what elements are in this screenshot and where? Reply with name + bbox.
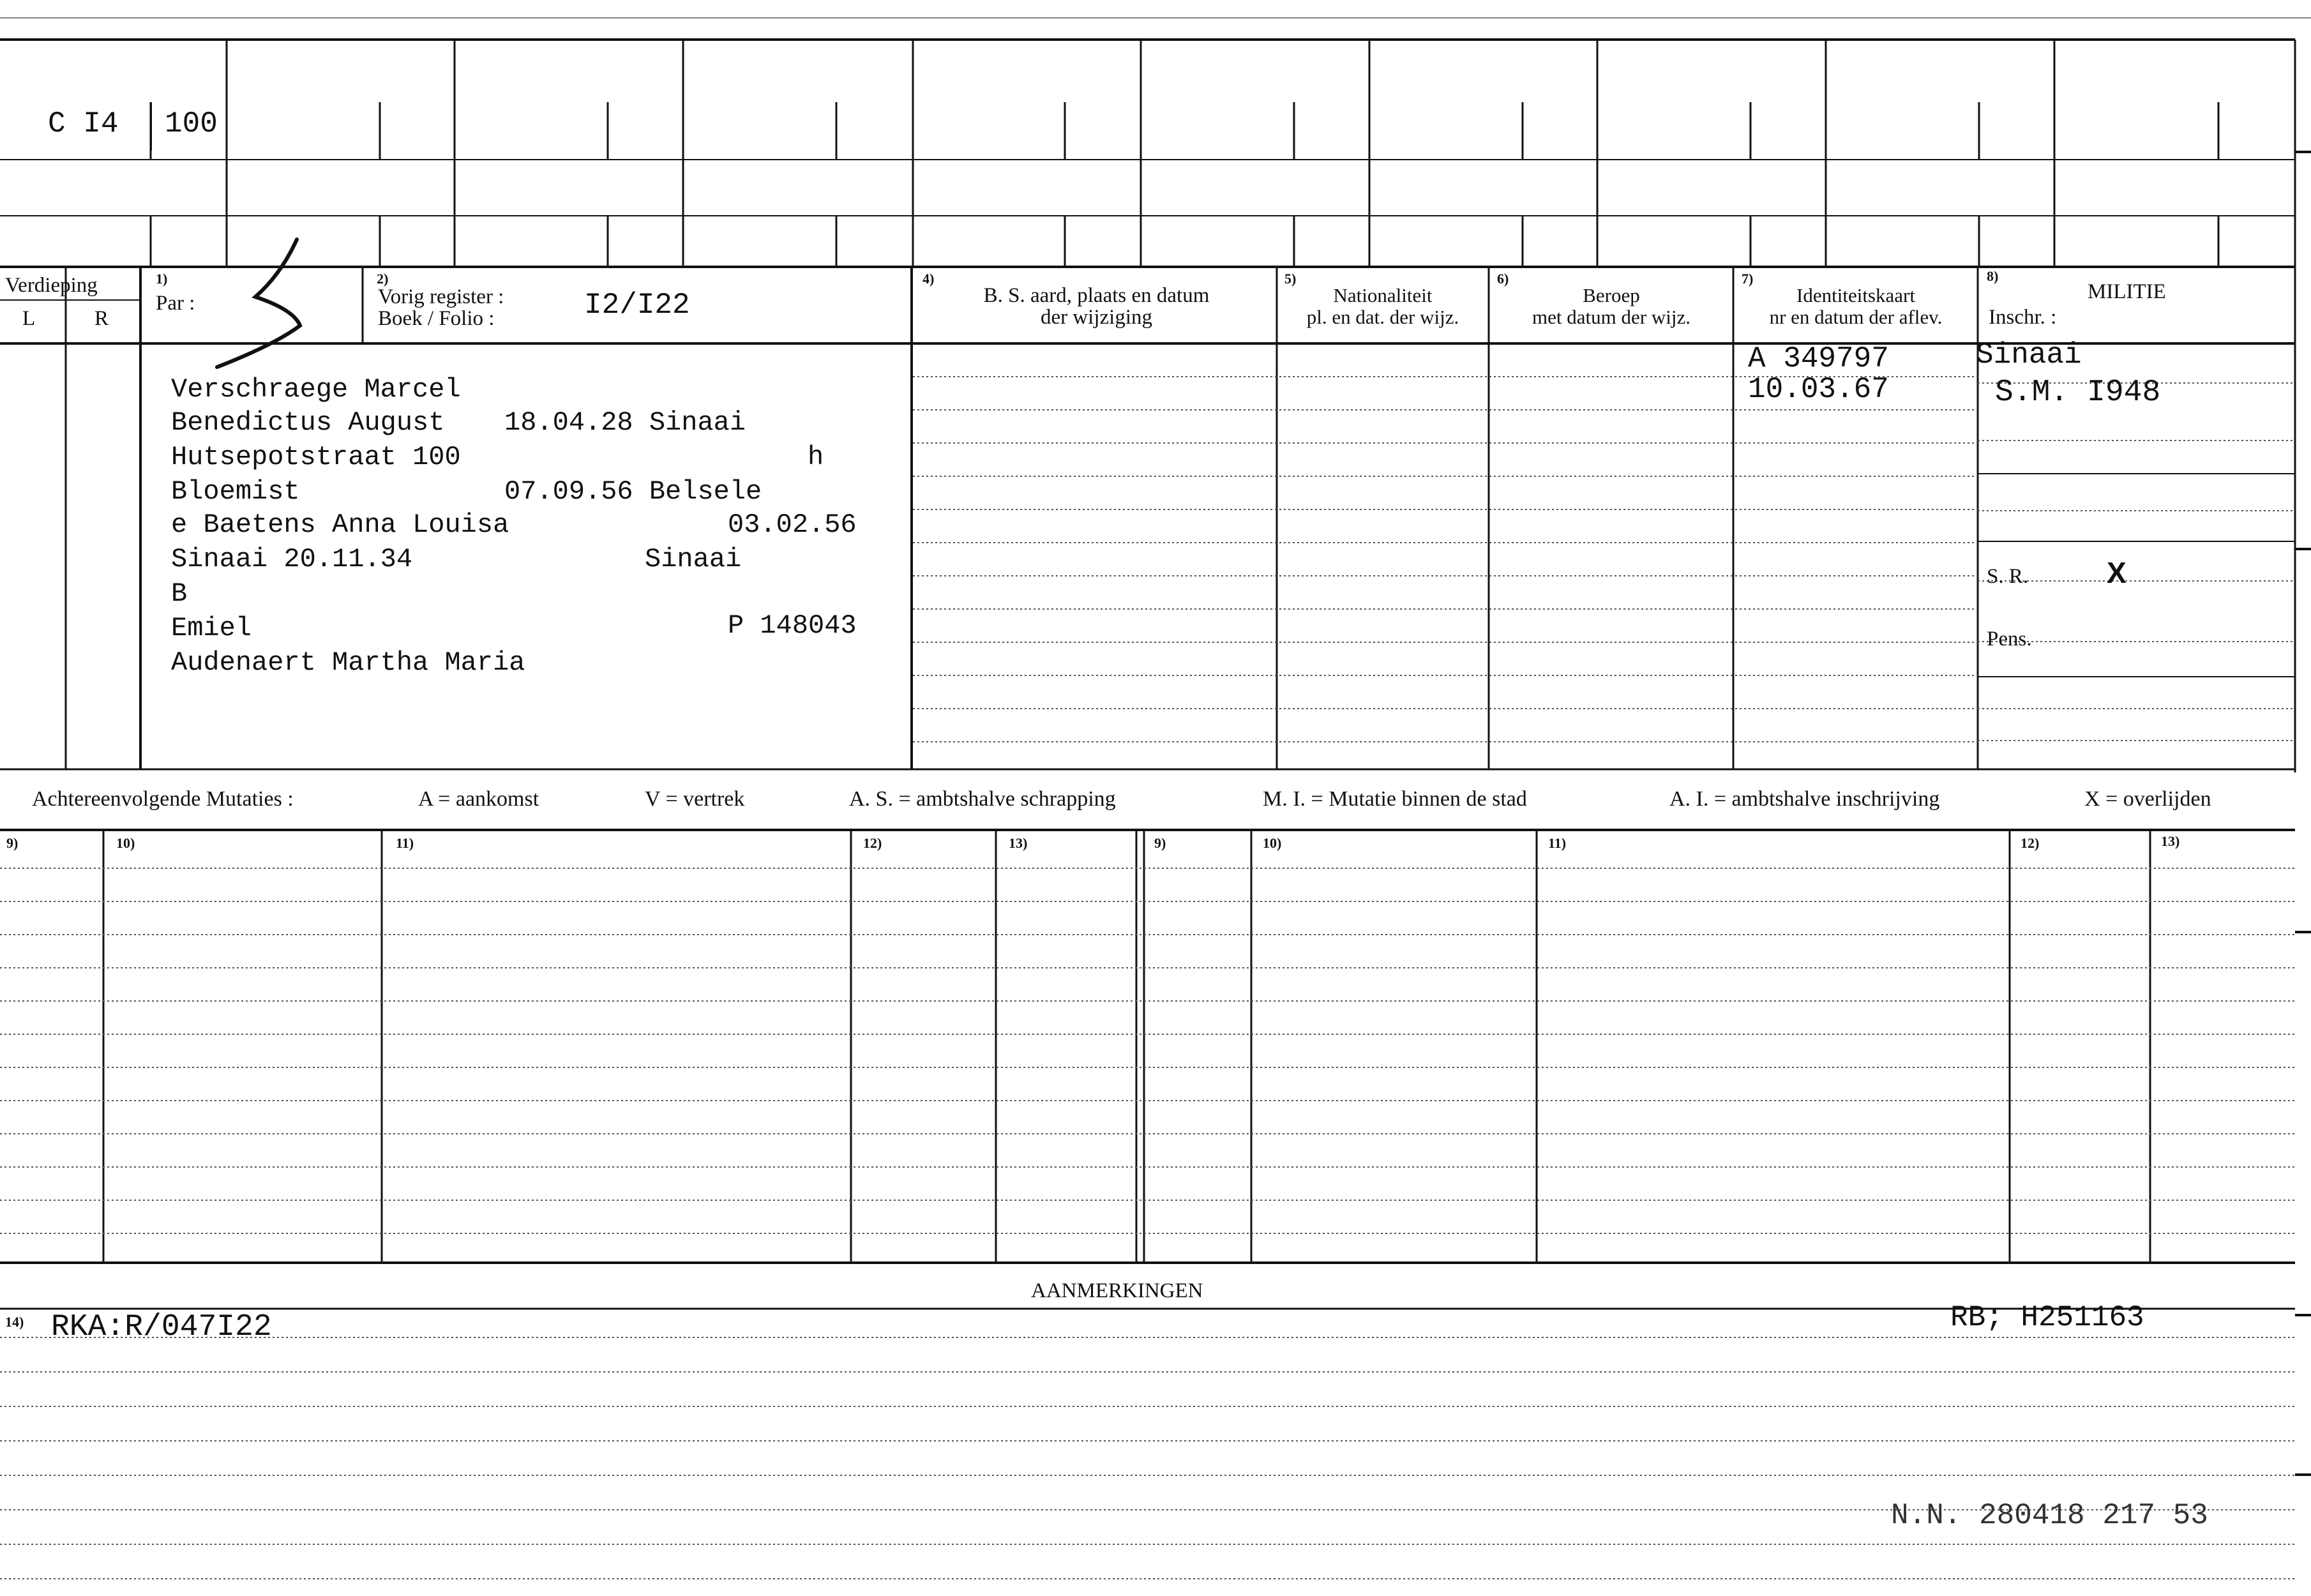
remarks-title: AANMERKINGEN (1031, 1279, 1203, 1302)
verdieping-label: Verdieping (5, 274, 98, 297)
floor-l-label: L (22, 307, 36, 330)
mut-col-10b: 10) (1263, 835, 1282, 851)
mutation-schrapping: A. S. = ambtshalve schrapping (849, 787, 1116, 811)
mutation-inschrijving: A. I. = ambtshalve inschrijving (1669, 787, 1940, 811)
spouse-name: e Baetens Anna Louisa (171, 509, 509, 540)
militie-label: MILITIE (2088, 280, 2166, 303)
militie-inschr-value: Sinaai (1976, 338, 2082, 372)
mut-col-10: 10) (116, 835, 135, 851)
person-name: Verschraege Marcel (171, 374, 461, 405)
remarks-rb: RB; H251163 (1950, 1301, 2144, 1334)
mother-name: Audenaert Martha Maria (171, 647, 525, 678)
militie-sm-value: S.M. I948 (1995, 375, 2161, 410)
mut-col-9: 9) (6, 835, 19, 851)
remarks-rka: RKA:R/047I22 (51, 1310, 272, 1344)
person-birth: 18.04.28 Sinaai (504, 407, 746, 438)
identity-card-number: A 349797 (1748, 342, 1889, 375)
beroep-number: 6) (1497, 271, 1509, 287)
sr-label: S. R. (1987, 565, 2029, 588)
inschr-label: Inschr. : (1989, 306, 2057, 329)
identity-card-date: 10.03.67 (1748, 373, 1889, 406)
vorig-register-value: I2/I22 (584, 289, 690, 322)
person-given-names: Benedictus August (171, 407, 445, 438)
boek-folio-label: Boek / Folio : (378, 307, 495, 330)
mutation-aankomst: A = aankomst (418, 787, 539, 811)
par-label: Par : (156, 292, 195, 315)
person-b: B (171, 578, 188, 609)
par-number: 1) (156, 271, 168, 287)
person-marriage: 07.09.56 Belsele (504, 476, 762, 507)
mut-col-9b: 9) (1154, 835, 1166, 851)
mutation-overlijden: X = overlijden (2084, 787, 2211, 811)
mut-col-12b: 12) (2021, 835, 2040, 851)
person-profession: Bloemist (171, 476, 300, 507)
sr-value: X (2107, 556, 2127, 589)
p-number: P 148043 (728, 610, 857, 641)
militie-number: 8) (1987, 268, 1999, 284)
remarks-number: 14) (5, 1314, 24, 1330)
bs-number: 4) (922, 271, 935, 287)
mut-col-12: 12) (863, 835, 882, 851)
father-name: Emiel (171, 613, 252, 644)
mut-col-13: 13) (1009, 835, 1028, 851)
house-number: 100 (165, 107, 218, 140)
mutation-binnen-stad: M. I. = Mutatie binnen de stad (1263, 787, 1527, 811)
mutation-vertrek: V = vertrek (645, 787, 745, 811)
id-number: 7) (1742, 271, 1754, 287)
section-code: C I4 (48, 107, 119, 140)
spouse-place: Sinaai (645, 544, 742, 575)
remarks-nn: N.N. 280418 217 53 (1891, 1499, 2208, 1532)
mut-col-11b: 11) (1548, 835, 1567, 851)
vorig-register-label: Vorig register : (378, 285, 504, 308)
person-address: Hutsepotstraat 100 (171, 442, 461, 472)
mut-col-11: 11) (396, 835, 414, 851)
spouse-birth: Sinaai 20.11.34 (171, 544, 413, 575)
beroep-label: Beroep met datum der wijz. (1532, 284, 1690, 328)
floor-r-label: R (94, 307, 109, 330)
vorig-number: 2) (377, 271, 389, 287)
mut-col-13b: 13) (2161, 833, 2180, 849)
person-h: h (808, 442, 824, 472)
mutations-title: Achtereenvolgende Mutaties : (32, 787, 294, 811)
spouse-date: 03.02.56 (728, 509, 857, 540)
bs-label: B. S. aard, plaats en datum der wijziging (983, 284, 1210, 329)
pens-label: Pens. (1987, 628, 2032, 651)
code-divider (150, 102, 152, 151)
par-handwritten-mark (211, 236, 319, 370)
identiteitskaart-label: Identiteitskaart nr en datum der aflev. (1769, 284, 1943, 328)
nat-number: 5) (1284, 271, 1297, 287)
nationaliteit-label: Nationaliteit pl. en dat. der wijz. (1306, 284, 1459, 328)
